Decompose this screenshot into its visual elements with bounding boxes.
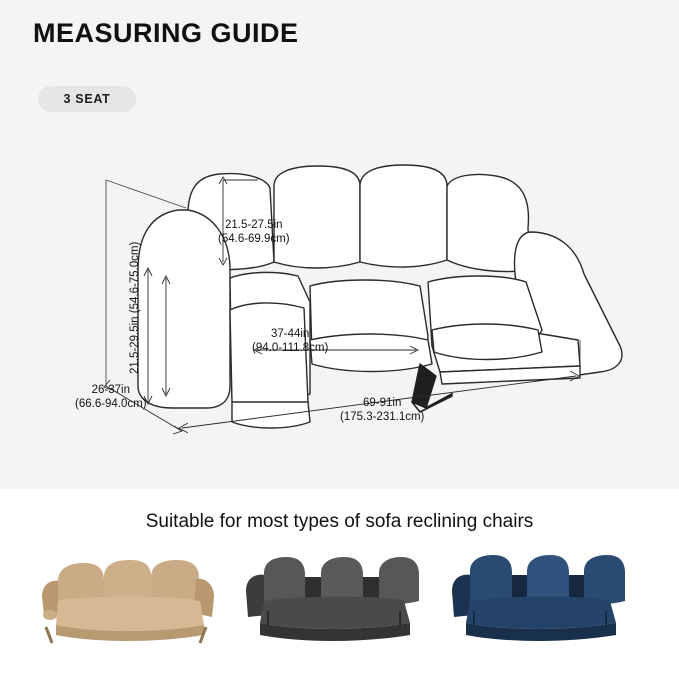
navy-recliner-sofa-photo: [450, 551, 630, 647]
dimension-side-depth: [75, 383, 147, 411]
dimension-backrest-height-imperial: 21.5-27.5in: [225, 219, 283, 231]
panel-divider: [0, 481, 679, 489]
seat-count-badge-label: 3 SEAT: [63, 92, 111, 106]
dimension-backrest-height: [218, 218, 290, 246]
dimension-total-width-imperial: 69-91in: [363, 397, 402, 409]
dimension-total-width-metric: (175.3-231.1cm): [340, 411, 425, 423]
dimension-seat-depth: [252, 327, 328, 355]
suitable-types-panel: [0, 489, 679, 679]
page-title: MEASURING GUIDE: [33, 18, 299, 48]
dimension-total-width: [340, 396, 424, 424]
grey-recliner-sofa-photo: [244, 551, 424, 647]
dimension-arm-height: [128, 241, 142, 374]
dimension-arm-height-metric: (54.6-75.0cm): [129, 241, 141, 314]
dimension-seat-depth-metric: (94.0-111.8cm): [252, 342, 329, 354]
tan-recliner-sofa-photo: [38, 551, 218, 647]
dimension-side-depth-metric: (66.6-94.0cm): [75, 398, 147, 410]
dimension-backrest-height-metric: (54.6-69.9cm): [218, 233, 290, 245]
dimension-arm-height-imperial: 21.5-29.5in: [129, 316, 141, 374]
suitable-types-title: Suitable for most types of sofa reclining chairs: [145, 511, 534, 532]
dimension-side-depth-imperial: 26-37in: [91, 384, 130, 396]
seat-count-badge: [38, 86, 136, 112]
dimension-seat-depth-imperial: 37-44in: [270, 328, 310, 340]
